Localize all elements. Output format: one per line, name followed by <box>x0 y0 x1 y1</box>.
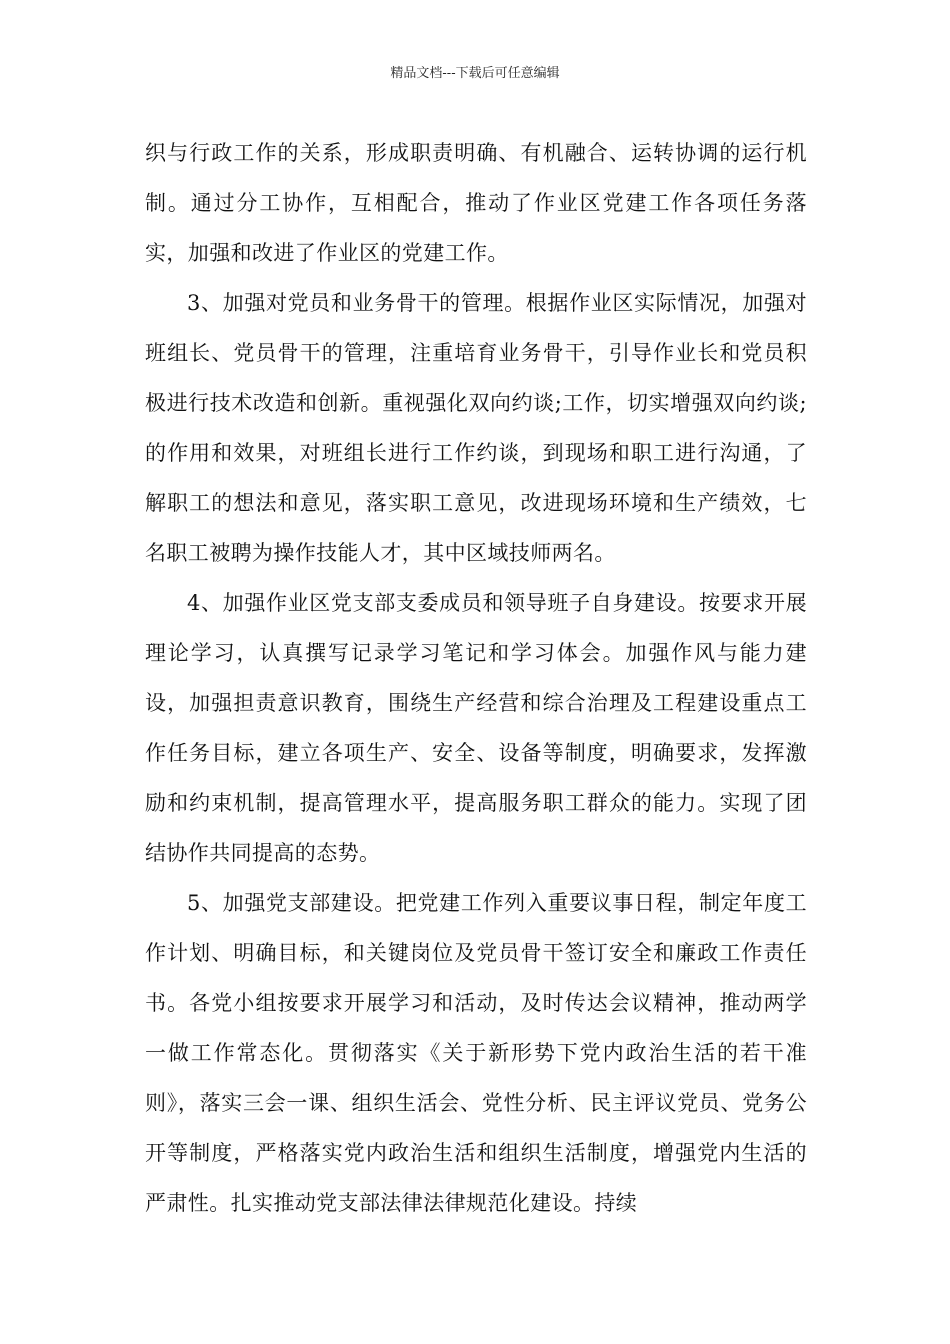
paragraph-item-3: 3、加强对党员和业务骨干的管理。根据作业区实际情况，加强对班组长、党员骨干的管理，注重培育业务骨干，引导作业长和党员积极进行技术改造和创新。重视强化双向约谈;工作，切实增强双向约谈;的作用和效果，对班组长进行工作约谈，到现场和职工进行沟通，了解职工的想法和意见，落实职工意见，改进现场环境和生产绩效，七名职工被聘为操作技能人才，其中区域技师两名。 <box>145 291 807 565</box>
page-header: 精品文档---下载后可任意编辑 <box>390 66 560 81</box>
paragraph-item-4: 4、加强作业区党支部支委成员和领导班子自身建设。按要求开展理论学习，认真撰写记录学习笔记和学习体会。加强作风与能力建设，加强担责意识教育，围绕生产经营和综合治理及工程建设重点工作任务目标，建立各项生产、安全、设备等制度，明确要求，发挥激励和约束机制，提高管理水平，提高服务职工群众的能力。实现了团结协作共同提高的态势。 <box>145 591 807 865</box>
paragraph-item-5: 5、加强党支部建设。把党建工作列入重要议事日程，制定年度工作计划、明确目标，和关键岗位及党员骨干签订安全和廉政工作责任书。各党小组按要求开展学习和活动，及时传达会议精神，推动两学一做工作常态化。贯彻落实《关于新形势下党内政治生活的若干准则》，落实三会一课、组织生活会、党性分析、民主评议党员、党务公开等制度，严格落实党内政治生活和组织生活制度，增强党内生活的严肃性。扎实推动党支部法律法律规范化建设。持续 <box>145 891 807 1215</box>
document-body <box>145 128 807 1228</box>
paragraph-continuation: 织与行政工作的关系，形成职责明确、有机融合、运转协调的运行机制。通过分工协作，互相配合，推动了作业区党建工作各项任务落实，加强和改进了作业区的党建工作。 <box>145 141 807 265</box>
